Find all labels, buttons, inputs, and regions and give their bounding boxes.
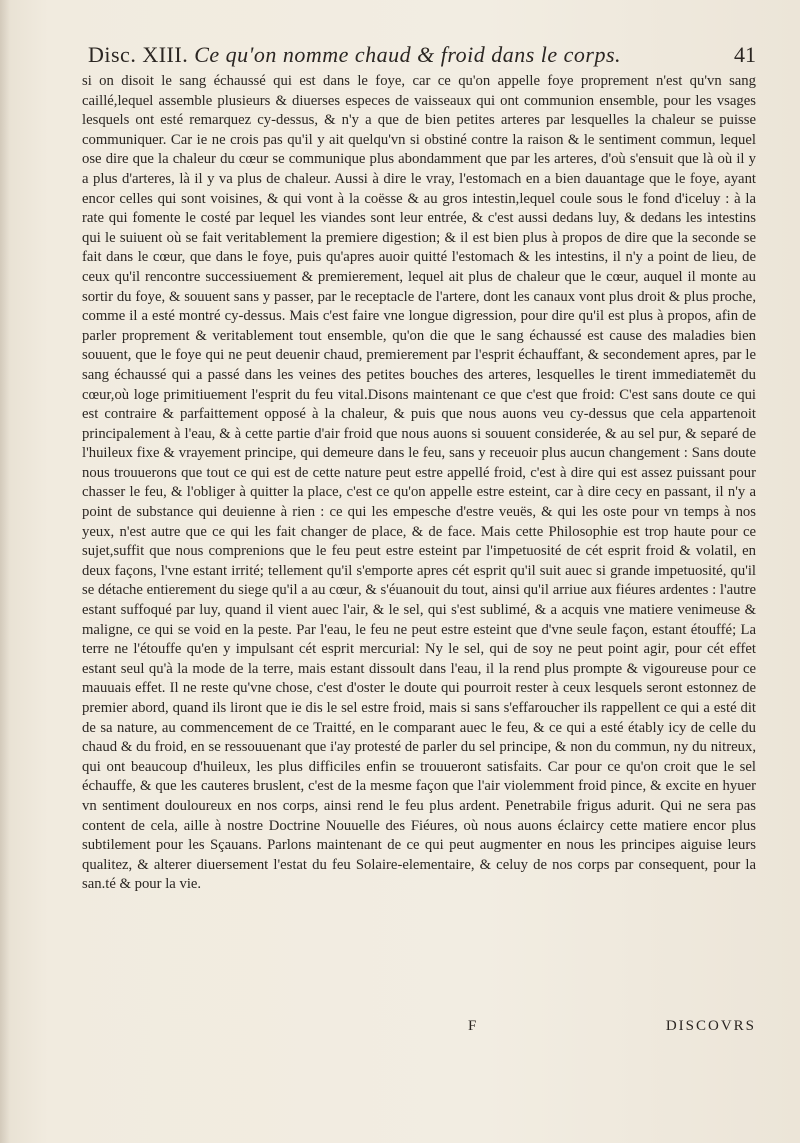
- running-head-prefix: Disc. XIII.: [88, 42, 189, 67]
- page-footer: [88, 1018, 756, 1042]
- body-text: [82, 72, 756, 895]
- page-gutter-shadow: [0, 0, 10, 1143]
- catchword: DISCOVRS: [665, 1018, 756, 1034]
- running-head: [88, 42, 621, 68]
- signature-mark: F: [468, 1018, 477, 1034]
- running-head-title: Ce qu'on nomme chaud & froid dans le corps.: [194, 42, 622, 67]
- page-header: [88, 42, 756, 72]
- body-paragraph: si on disoit le sang échaussé qui est dans le foye, car ce qu'on appelle foye proprement n'est qu'vn sang caillé,lequel assemble plusieurs & diuerses especes de vaisseaux qui ont communion ensemble, pour les vsages lesquels ont esté remarquez cy-dessus, & n'y a que de bien petites arteres par lesquelles la chaleur se puisse communiquer. Car ie ne crois pas qu'il y ait quelqu'vn si obstiné contre la raison & le sentiment commun, lequel ose dire que la chaleur du cœur se communique plus abondamment que par les arteres, d'où s'ensuit que là où il y a plus d'arteres, là il y va plus de chaleur. Aussi à dire le vray, l'estomach en a bien dauantage que le foye, ayant encor celles qui sont voisines, & qui vont à la coësse & au gros intestin,lequel coule sous le fond d'iceluy : à la rate qui fomente le costé par lequel les viandes sont leur entrée, & c'est aussi dedans luy, & dedans les intestins qui le suiuent où se fait veritablement la premiere digestion; & il est bien plus à propos de dire que la seconde se fait dans le cœur, que dans le foye, puis qu'apres auoir quitté l'estomach & les intestins, il n'y a point de lieu, de ceux qu'il rencontre successiuement & premierement, lequel ait plus de chaleur que le cœur, auquel il monte au sortir du foye, & souuent sans y passer, par le receptacle de l'artere, dont les canaux vont plus droit & plus proche, comme il a esté montré cy-dessus. Mais c'est faire vne longue digression, pour dire qu'il est plus à propos, afin de parler proprement & veritablement tout ensemble, qu'on die que le sang échaussé est cause des maladies bien souuent, que le foye qui ne peut deuenir chaud, premierement par l'esprit échauffant, & secondement apres, par le sang échaussé qui a passé dans les veines des petites bouches des arteres, lesquelles le tirent immediatemēt du cœur,où loge primitiuement l'esprit du feu vital.Disons maintenant ce que c'est que froid: C'est sans doute ce qui est contraire & parfaittement opposé à la chaleur, & puis que nous auons veu cy-dessus que cela appartenoit principalement à l'eau, & à cette partie d'air froid que nous auons si souuent considerée, & au sel pur, & separé de l'huileux fixe & vrayement principe, qui demeure dans le feu, sans y receuoir plus aucun changement : Sans doute nous trouuerons que tout ce qui est de cette nature peut estre appellé froid, c'est à dire qui est assez puissant pour chasser le feu, & l'obliger à quitter la place, c'est ce qu'on appelle estre esteint, car à dire cecy en passant, il n'y a point de substance qui deuienne à rien : ce qui les empesche d'estre veuës, & qui les oste pour vn temps à nos yeux, n'est autre que ce qui les fait changer de place, & de face. Mais cette Philosophie est trop haute pour ce sujet,suffit que nous comprenions que le feu peut estre esteint par l'impetuosité de cét esprit froid & volatil, en deux façons, l'vne estant irrité; tellement qu'il s'emporte apres cét esprit qu'il suit auec si grande impetuosité, qu'il se détache entierement du siege qu'il a au cœur, & s'éuanouit du tout, ainsi qu'il arriue aux fiéures ardentes : l'autre estant suffoqué par luy, quand il vient auec l'air, & le sel, qui s'est sublimé, & a acquis vne matiere venimeuse & maligne, ce qui se void en la peste. Par l'eau, le feu ne peut estre esteint que d'vne seule façon, estant étouffé; La terre ne l'étouffe qu'en y impulsant cét esprit mercurial: Ny le sel, qui de soy ne peut point agir, pour cét effet estant seul qu'à la mode de la terre, mais estant dissoult dans l'eau, il la rend plus prompte & vigoureuse pour ce mauuais effet. Il ne reste qu'vne chose, c'est d'oster le doute qui pourroit rester à ceux lesquels seront estonnez de premier abord, quand ils liront que ie dis le sel estre froid, mais si sans s'effaroucher ils rappellent ce qui a esté dit de sa nature, au commencement de ce Traitté, en le comparant auec le feu, & ce qui a esté étably icy de celle du chaud & du froid, en se ressouuenant que i'ay protesté de parler du sel principe, & non du commun, ny du nitreux, qui ont beaucoup d'huileux, les plus difficiles enfin se trouueront satisfaits. Car pour ce qu'on croit que le sel échauffe, & que les cauteres bruslent, c'est de la mesme façon que l'air violemment froid pince, & excite en hyuer vn sentiment douloureux en nos corps, ainsi rend le feu plus ardent. Penetrabile frigus adurit. Qui ne sera pas content de cela, aille à nostre Doctrine Nouuelle des Fiéures, où nous auons éclaircy cette matiere encor plus subtilement pour les Sçauans. Parlons maintenant de ce qui peut augmenter en nous les principes aiguise leurs qualitez, & alterer diuersement l'estat du feu Solaire-elementaire, & celuy de nos corps par consequent, pour la san.té & pour la vie.: [82, 73, 756, 893]
- page-number: 41: [734, 42, 756, 67]
